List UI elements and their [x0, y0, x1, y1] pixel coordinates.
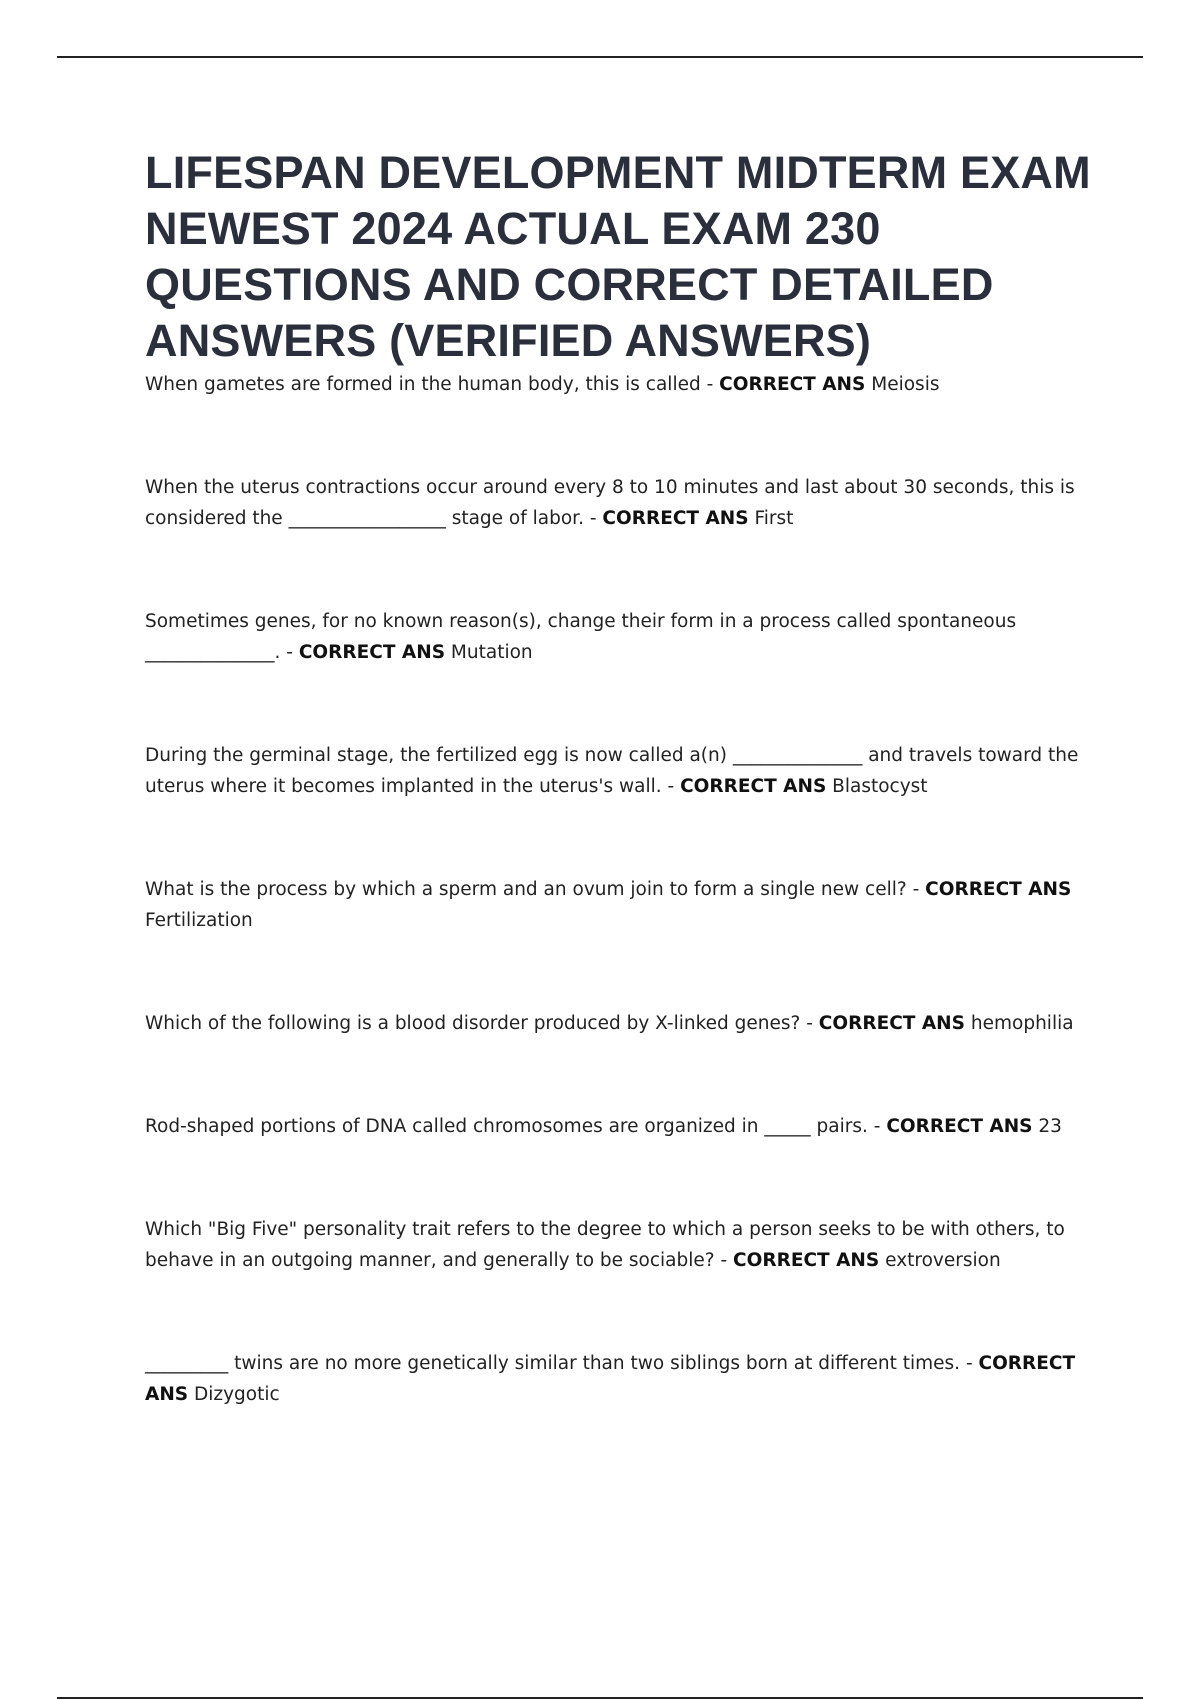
- question-text: When the uterus contractions occur around every 8 to 10 minutes and last about 30 seconds, this is considered the _________________ stage of labor.: [145, 477, 1075, 529]
- answer-text: extroversion: [885, 1250, 1001, 1271]
- answer-label: CORRECT ANS: [886, 1116, 1033, 1137]
- question-list: [145, 369, 1105, 1410]
- question-text: Sometimes genes, for no known reason(s), change their form in a process called spontaneous ______________.: [145, 611, 1017, 663]
- answer-text: Meiosis: [871, 374, 940, 395]
- separator: -: [714, 1250, 734, 1271]
- separator: -: [906, 879, 926, 900]
- separator: -: [960, 1353, 979, 1374]
- answer-text: Dizygotic: [194, 1384, 280, 1405]
- question-item-4: [145, 740, 1105, 802]
- question-text: During the germinal stage, the fertilized egg is now called a(n) ______________ and travels toward the uterus where it becomes implanted in the uterus's wall.: [145, 745, 1079, 797]
- answer-text: 23: [1038, 1116, 1062, 1137]
- answer-label: CORRECT ANS: [602, 508, 749, 529]
- answer-label: CORRECT ANS: [818, 1013, 965, 1034]
- question-item-3: [145, 606, 1105, 668]
- answer-label: CORRECT ANS: [298, 642, 446, 663]
- question-text: Which "Big Five" personality trait refers to the degree to which a person seeks to be with others, to behave in an outgoing manner, and generally to be sociable?: [145, 1219, 1065, 1271]
- answer-text: First: [754, 508, 794, 529]
- answer-label: CORRECT ANS: [925, 879, 1072, 900]
- document-title: LIFESPAN DEVELOPMENT MIDTERM EXAM NEWEST 2024 ACTUAL EXAM 230 QUESTIONS AND CORRECT DETAILED ANSWERS (VERIFIED ANSWERS): [145, 147, 1091, 366]
- question-item-2: [145, 472, 1105, 534]
- question-text: Rod-shaped portions of DNA called chromosomes are organized in _____ pairs.: [145, 1116, 868, 1137]
- separator: -: [583, 508, 603, 529]
- answer-text: Mutation: [450, 642, 533, 663]
- separator: -: [800, 1013, 819, 1034]
- question-item-5: [145, 874, 1105, 936]
- answer-text: hemophilia: [970, 1013, 1074, 1034]
- question-text: Which of the following is a blood disorder produced by X-linked genes?: [145, 1013, 801, 1034]
- document-body: [145, 145, 1105, 1410]
- answer-label: CORRECT ANS: [733, 1250, 880, 1271]
- separator: -: [867, 1116, 887, 1137]
- answer-label: CORRECT ANS: [145, 1353, 1076, 1405]
- question-text: _________ twins are no more genetically similar than two siblings born at different times.: [145, 1353, 961, 1374]
- answer-label: CORRECT ANS: [719, 374, 866, 395]
- question-item-7: [145, 1111, 1105, 1142]
- answer-text: Fertilization: [145, 910, 253, 931]
- separator: -: [661, 776, 681, 797]
- question-text: What is the process by which a sperm and an ovum join to form a single new cell?: [145, 879, 907, 900]
- separator: -: [280, 642, 299, 663]
- answer-text: Blastocyst: [832, 776, 928, 797]
- bottom-rule: [57, 1697, 1143, 1699]
- question-item-1: [145, 369, 1105, 400]
- question-item-8: [145, 1214, 1105, 1276]
- answer-label: CORRECT ANS: [680, 776, 827, 797]
- top-rule: [57, 56, 1143, 58]
- question-item-9: [145, 1348, 1105, 1410]
- separator: -: [700, 374, 720, 395]
- question-item-6: [145, 1008, 1105, 1039]
- question-text: When gametes are formed in the human body, this is called: [145, 374, 701, 395]
